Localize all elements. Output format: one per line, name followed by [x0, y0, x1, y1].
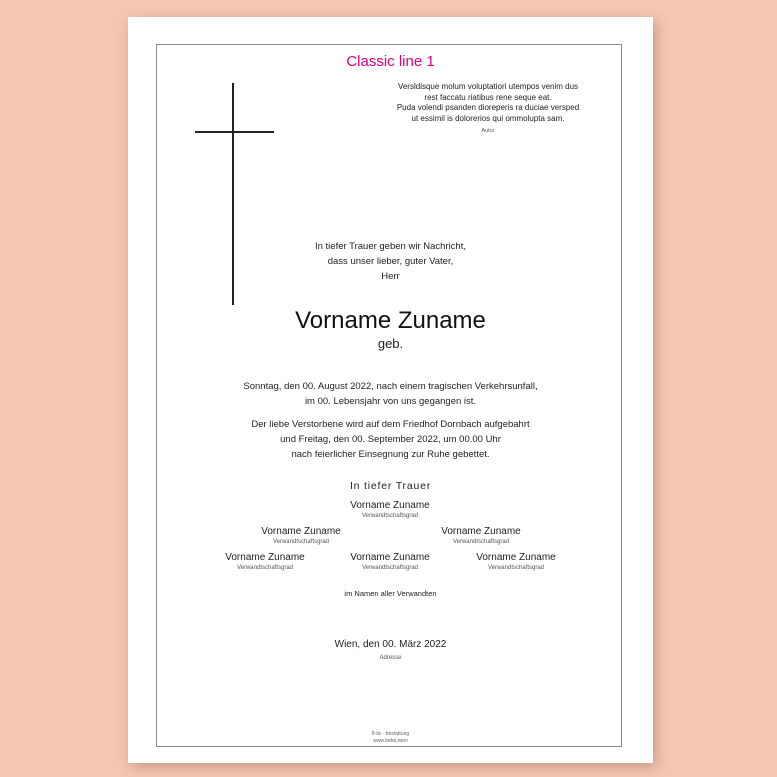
relative-relation: Verwandtschaftsgrad	[236, 565, 294, 571]
relative-entry	[236, 526, 366, 547]
relative-entry	[325, 500, 455, 521]
relative-relation: Verwandtschaftsgrad	[452, 539, 510, 545]
funeral-info	[128, 417, 653, 462]
footer-brand	[128, 731, 653, 745]
relative-name: Vorname Zuname	[441, 526, 521, 537]
relative-name: Vorname Zuname	[350, 500, 430, 511]
relative-relation: Verwandtschaftsgrad	[272, 539, 330, 545]
verse-author: Autor	[481, 128, 495, 134]
cross-horizontal	[195, 131, 274, 133]
verse-line: rest faccatu riatibus rene seque eat.	[424, 92, 552, 102]
relative-entry	[451, 552, 581, 573]
death-notice	[128, 379, 653, 409]
mourners-heading: In tiefer Trauer	[349, 480, 432, 492]
footer-brand-name: ϐ·bε · bestattung	[371, 731, 410, 737]
relative-name: Vorname Zuname	[261, 526, 341, 537]
on-behalf-text: im Namen aller Verwandten	[344, 589, 437, 598]
obituary-card	[128, 17, 653, 763]
template-title: Classic line 1	[346, 53, 435, 70]
death-line: im 00. Lebensjahr von uns gegangen ist.	[304, 396, 477, 407]
deceased-name: Vorname Zuname	[295, 307, 486, 334]
footer-website: www.beba.wien	[373, 738, 408, 744]
funeral-line: nach feierlicher Einsegnung zur Ruhe gebettet.	[291, 449, 490, 460]
relative-entry	[200, 552, 330, 573]
verse-line: Versldisque molum voluptatiori utempos venim dus	[397, 82, 579, 91]
born-label: geb.	[377, 336, 404, 351]
verse-block	[378, 82, 598, 137]
relative-name: Vorname Zuname	[225, 552, 305, 563]
intro-line: In tiefer Trauer geben wir Nachricht,	[314, 241, 466, 252]
relative-name: Vorname Zuname	[476, 552, 556, 563]
verse-line: ut essimil is dolorerios qui ommolupta sam.	[411, 113, 565, 123]
address-label: Adresse	[379, 655, 402, 661]
relative-entry	[416, 526, 546, 547]
relative-relation: Verwandtschaftsgrad	[361, 565, 419, 571]
place-date: Wien, den 00. März 2022	[334, 639, 447, 650]
intro-text	[128, 239, 653, 284]
relative-entry	[325, 552, 455, 573]
funeral-line: und Freitag, den 00. September 2022, um 00.00 Uhr	[280, 434, 501, 445]
intro-line: Herr	[381, 271, 400, 282]
verse-line: Puda volendi psanden dioreperis ra duciae versped	[396, 103, 580, 112]
funeral-line: Der liebe Verstorbene wird auf dem Friedhof Dornbach aufgebahrt	[251, 419, 530, 430]
death-line: Sonntag, den 00. August 2022, nach einem tragischen Verkehrsunfall,	[243, 381, 538, 392]
relative-relation: Verwandtschaftsgrad	[361, 513, 419, 519]
relative-name: Vorname Zuname	[350, 552, 430, 563]
intro-line: dass unser lieber, guter Vater,	[327, 256, 454, 267]
relative-relation: Verwandtschaftsgrad	[487, 565, 545, 571]
